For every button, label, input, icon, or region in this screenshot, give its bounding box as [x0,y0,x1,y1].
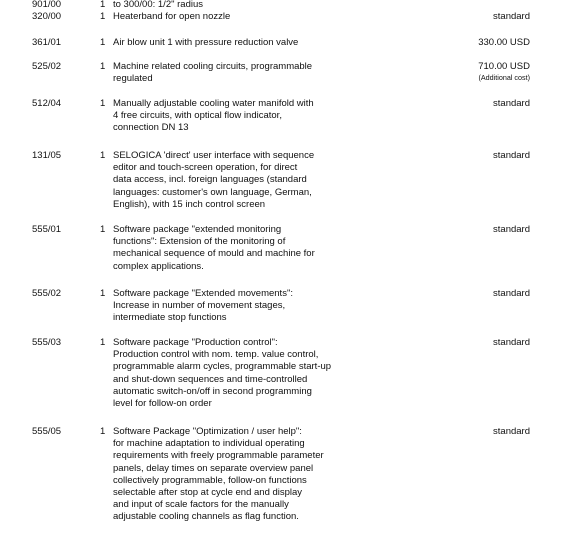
description-line: intermediate stop functions [113,312,227,324]
item-quantity: 1 [100,337,106,348]
item-description [113,61,373,85]
item-quantity: 1 [100,98,106,109]
item-description [113,224,373,273]
description-line: SELOGICA 'direct' user interface with sequence [113,150,315,161]
price-note: (Additional cost) [478,73,530,83]
item-code: 320/00 [32,11,62,22]
item-description [113,37,373,49]
description-line: to 300/00: 1/2" radius [113,0,203,10]
item-price [493,288,530,300]
item-quantity: 1 [100,288,106,299]
item-price [493,150,530,162]
description-line: English), with 15 inch control screen [113,198,266,210]
item-code: 131/05 [32,150,62,161]
price-value: standard [493,337,530,348]
description-line: mechanical sequence of mould and machine for [113,248,315,260]
description-line: requirements with freely programmable parameter [113,450,324,462]
price-value: 330.00 USD [478,37,530,48]
description-line: complex applications. [113,260,204,272]
item-description [113,150,373,211]
item-price [493,11,530,23]
price-value: standard [493,11,530,22]
description-line: functions": Extension of the monitoring of [113,236,286,248]
item-description [113,11,373,23]
item-code: 901/00 [32,0,62,10]
description-line: and input of scale factors for the manually [113,499,289,511]
description-line: languages: customer's own language, German, [113,186,312,198]
description-line: Software package "Extended movements": [113,288,293,299]
item-description [113,288,373,325]
description-line: Software Package "Optimization / user help": [113,426,302,437]
description-line: for machine adaptation to individual operating [113,438,305,450]
item-code: 555/03 [32,337,62,348]
description-line: collectively programmable, follow-on functions [113,474,307,486]
item-quantity: 1 [100,150,106,161]
description-line: Software package "extended monitoring [113,224,282,235]
description-line: Software package "Production control": [113,337,278,348]
item-description [113,98,373,135]
description-line: Machine related cooling circuits, programmable [113,61,313,72]
description-line: Increase in number of movement stages, [113,300,286,312]
item-code: 512/04 [32,98,62,109]
item-code: 555/05 [32,426,62,437]
item-description [113,337,373,410]
description-line: editor and touch-screen operation, for direct [113,162,298,174]
item-code: 555/01 [32,224,62,235]
price-value: 710.00 USD [478,61,530,72]
item-price [478,37,530,49]
item-price [493,224,530,236]
description-line: data access, incl. foreign languages (standard [113,174,307,186]
description-line: programmable alarm cycles, programmable start-up [113,361,332,373]
description-line: Air blow unit 1 with pressure reduction valve [113,37,299,48]
item-quantity: 1 [100,11,106,22]
description-line: panels, delay times on separate overview panel [113,462,314,474]
description-line: connection DN 13 [113,122,189,134]
description-line: Production control with nom. temp. value control, [113,349,319,361]
description-line: Manually adjustable cooling water manifold with [113,98,314,109]
price-value: standard [493,426,530,437]
item-quantity: 1 [100,426,106,437]
description-line: selectable after stop at cycle end and display [113,487,303,499]
description-line: adjustable cooling channels as flag function. [113,511,299,523]
description-line: Heaterband for open nozzle [113,11,231,22]
description-line: regulated [113,73,153,85]
description-line: and shut-down sequences and time-controlled [113,373,308,385]
price-value: standard [493,98,530,109]
item-quantity: 1 [100,37,106,48]
description-line: level for follow-on order [113,398,212,410]
description-line: automatic switch-on/off in second programming [113,385,312,397]
price-value: standard [493,288,530,299]
item-description [113,0,373,11]
item-price [493,337,530,349]
item-code: 555/02 [32,288,62,299]
item-quantity: 1 [100,224,106,235]
description-line: 4 free circuits, with optical flow indicator, [113,110,282,122]
item-quantity: 1 [100,61,106,72]
item-description [113,426,373,524]
item-price [478,61,530,82]
price-value: standard [493,150,530,161]
item-price [493,98,530,110]
price-value: standard [493,224,530,235]
item-quantity: 1 [100,0,106,10]
item-code: 525/02 [32,61,62,72]
item-code: 361/01 [32,37,62,48]
item-price [493,426,530,438]
